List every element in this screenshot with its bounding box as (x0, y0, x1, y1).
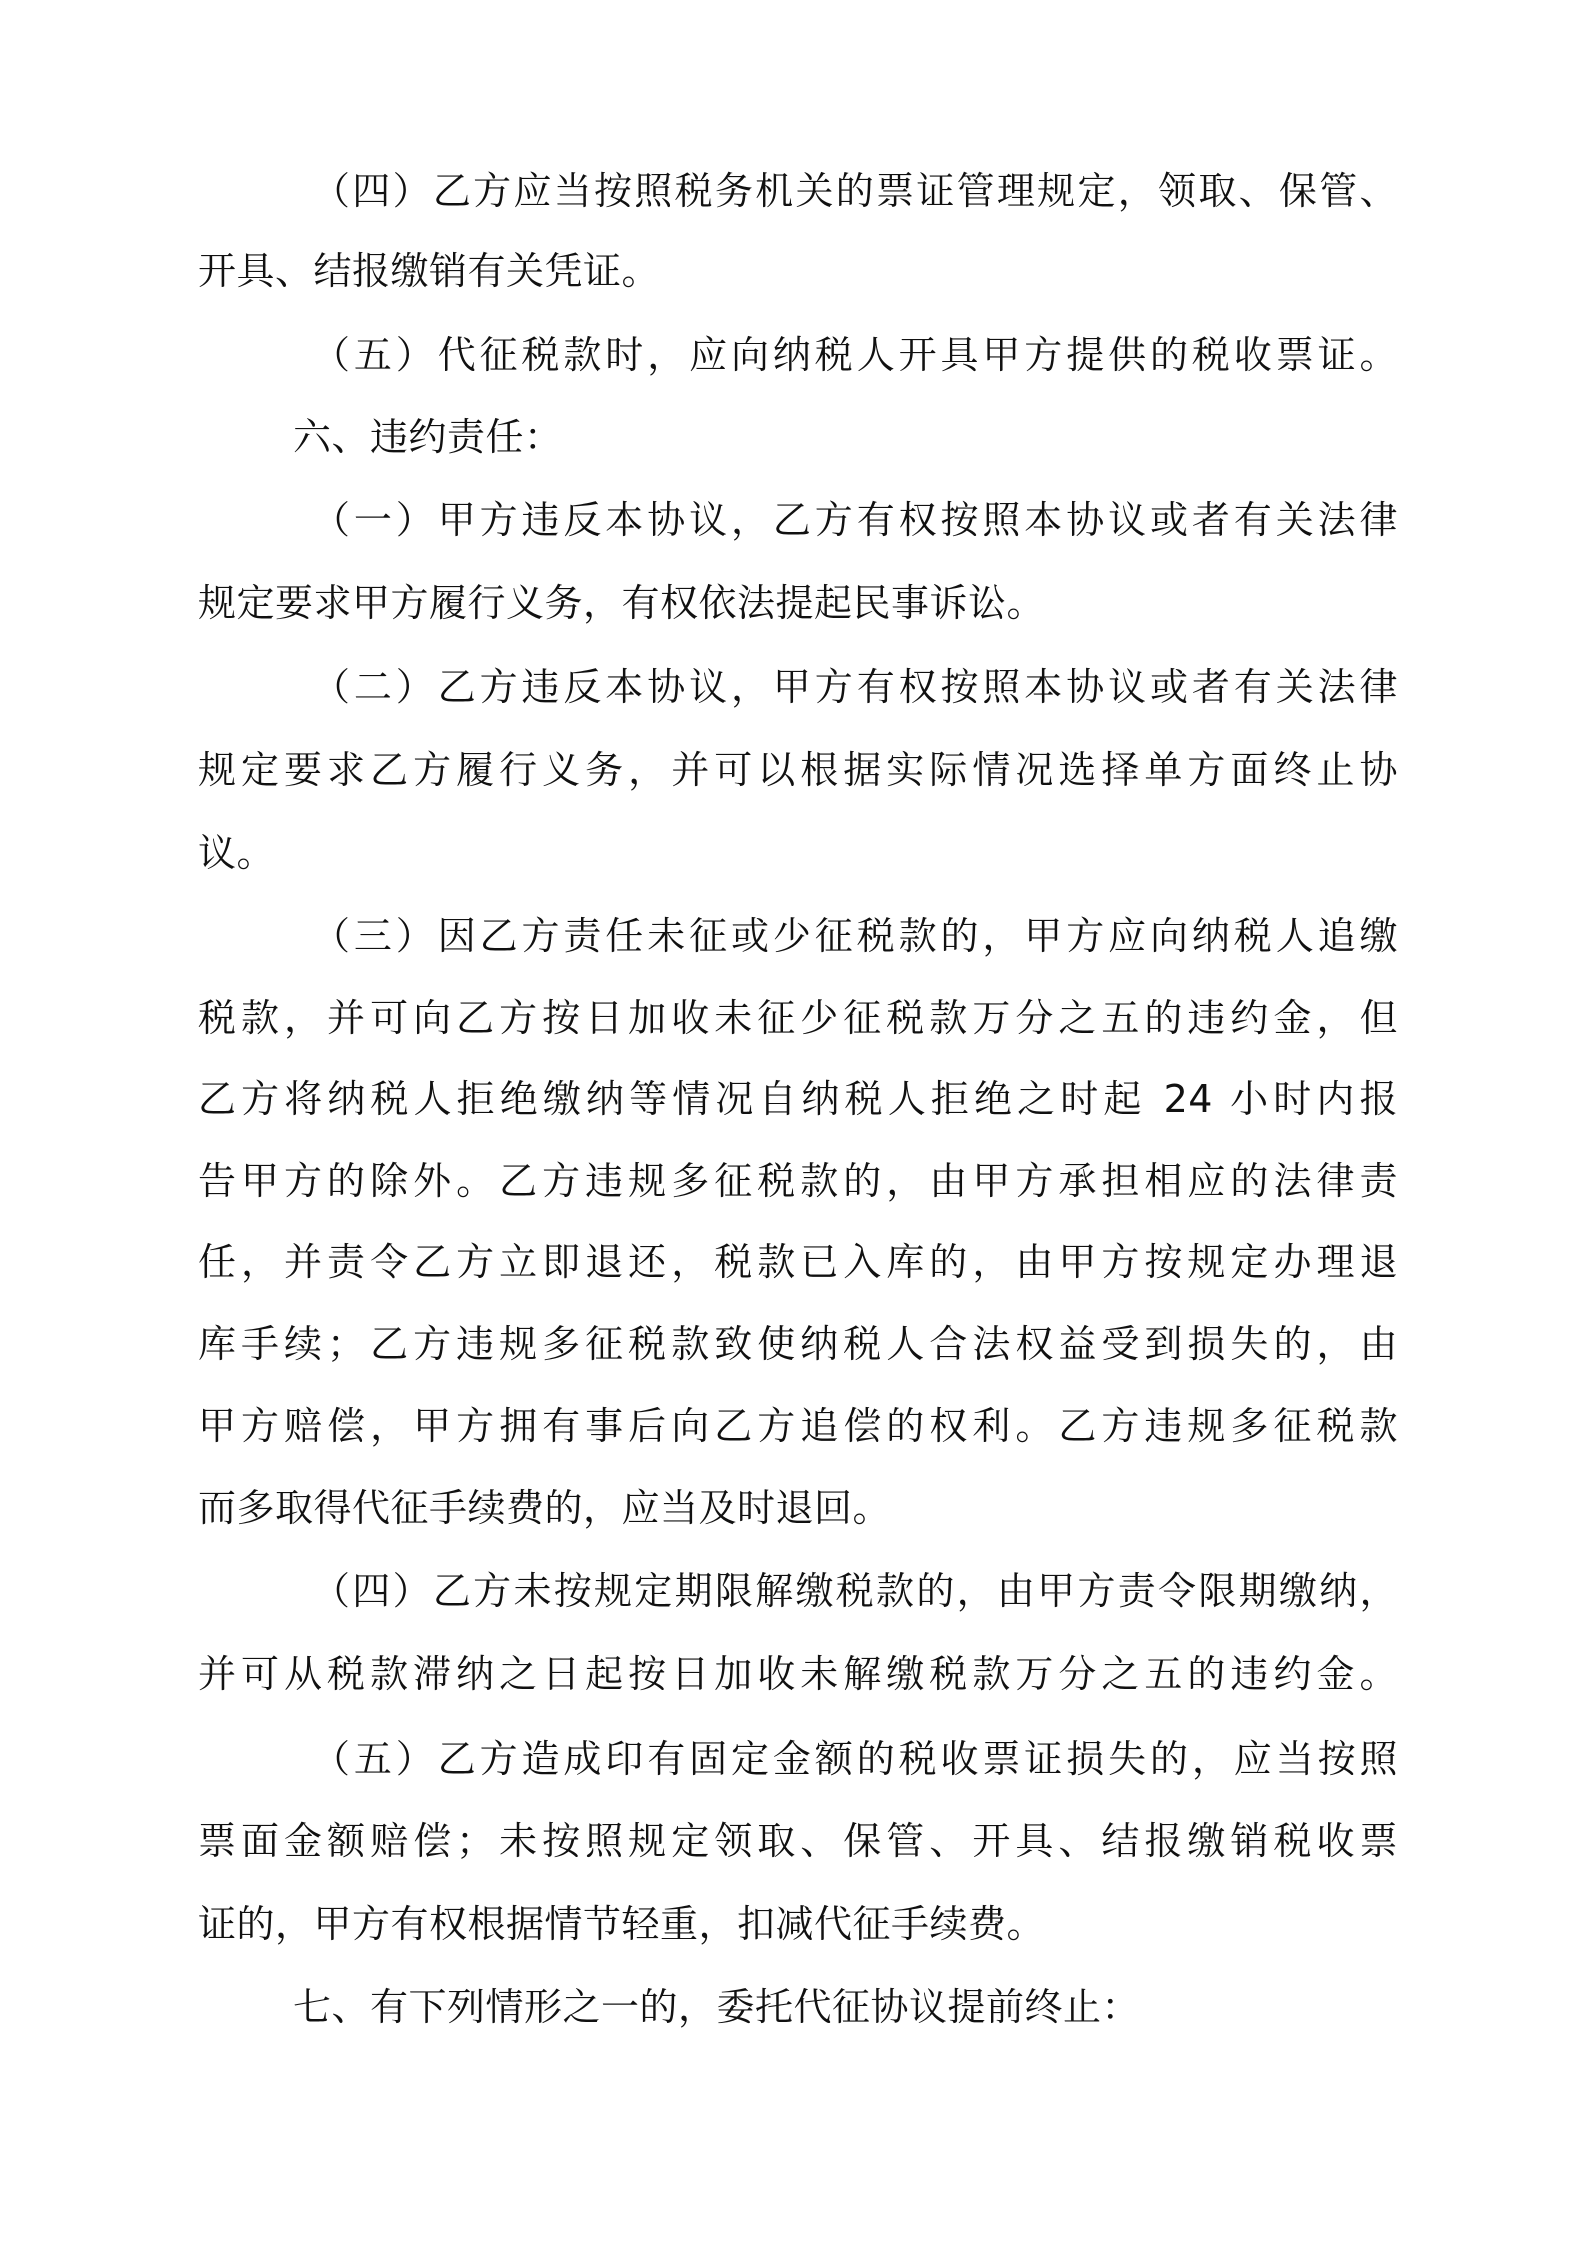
text-line: 而多取得代征手续费的，应当及时退回。 (198, 1486, 892, 1530)
text-line: 库手续；乙方违规多征税款致使纳税人合法权益受到损失的，由 (198, 1322, 1398, 1366)
text-line: 甲方赔偿，甲方拥有事后向乙方追偿的权利。乙方违规多征税款 (198, 1404, 1398, 1448)
text-line: 规定要求甲方履行义务，有权依法提起民事诉讼。 (198, 581, 1046, 625)
text-line: （二）乙方违反本协议，甲方有权按照本协议或者有关法律 (312, 665, 1398, 709)
text-line: 议。 (198, 831, 276, 875)
section-heading: 六、违约责任： (293, 415, 563, 459)
text-line: （三）因乙方责任未征或少征税款的，甲方应向纳税人追缴 (312, 914, 1398, 958)
text-line: （四）乙方未按规定期限解缴税款的，由甲方责令限期缴纳， (312, 1569, 1398, 1613)
text-line: 告甲方的除外。乙方违规多征税款的，由甲方承担相应的法律责 (198, 1159, 1398, 1203)
section-heading: 七、有下列情形之一的，委托代征协议提前终止： (293, 1985, 1141, 2029)
text-line: 规定要求乙方履行义务，并可以根据实际情况选择单方面终止协 (198, 748, 1398, 792)
text-line: 证的，甲方有权根据情节轻重，扣减代征手续费。 (198, 1902, 1046, 1946)
text-line: 开具、结报缴销有关凭证。 (198, 249, 661, 293)
text-line: （五）代征税款时，应向纳税人开具甲方提供的税收票证。 (312, 333, 1398, 377)
text-line: （五）乙方造成印有固定金额的税收票证损失的，应当按照 (312, 1737, 1398, 1781)
text-line: 任，并责令乙方立即退还，税款已入库的，由甲方按规定办理退 (198, 1240, 1398, 1284)
text-line: 并可从税款滞纳之日起按日加收未解缴税款万分之五的违约金。 (198, 1652, 1398, 1696)
text-line: 税款，并可向乙方按日加收未征少征税款万分之五的违约金，但 (198, 996, 1398, 1040)
text-line: （一）甲方违反本协议，乙方有权按照本协议或者有关法律 (312, 498, 1398, 542)
text-line: （四）乙方应当按照税务机关的票证管理规定，领取、保管、 (312, 169, 1398, 213)
text-line: 票面金额赔偿；未按照规定领取、保管、开具、结报缴销税收票 (198, 1819, 1398, 1863)
text-line: 乙方将纳税人拒绝缴纳等情况自纳税人拒绝之时起 24 小时内报 (198, 1077, 1398, 1121)
